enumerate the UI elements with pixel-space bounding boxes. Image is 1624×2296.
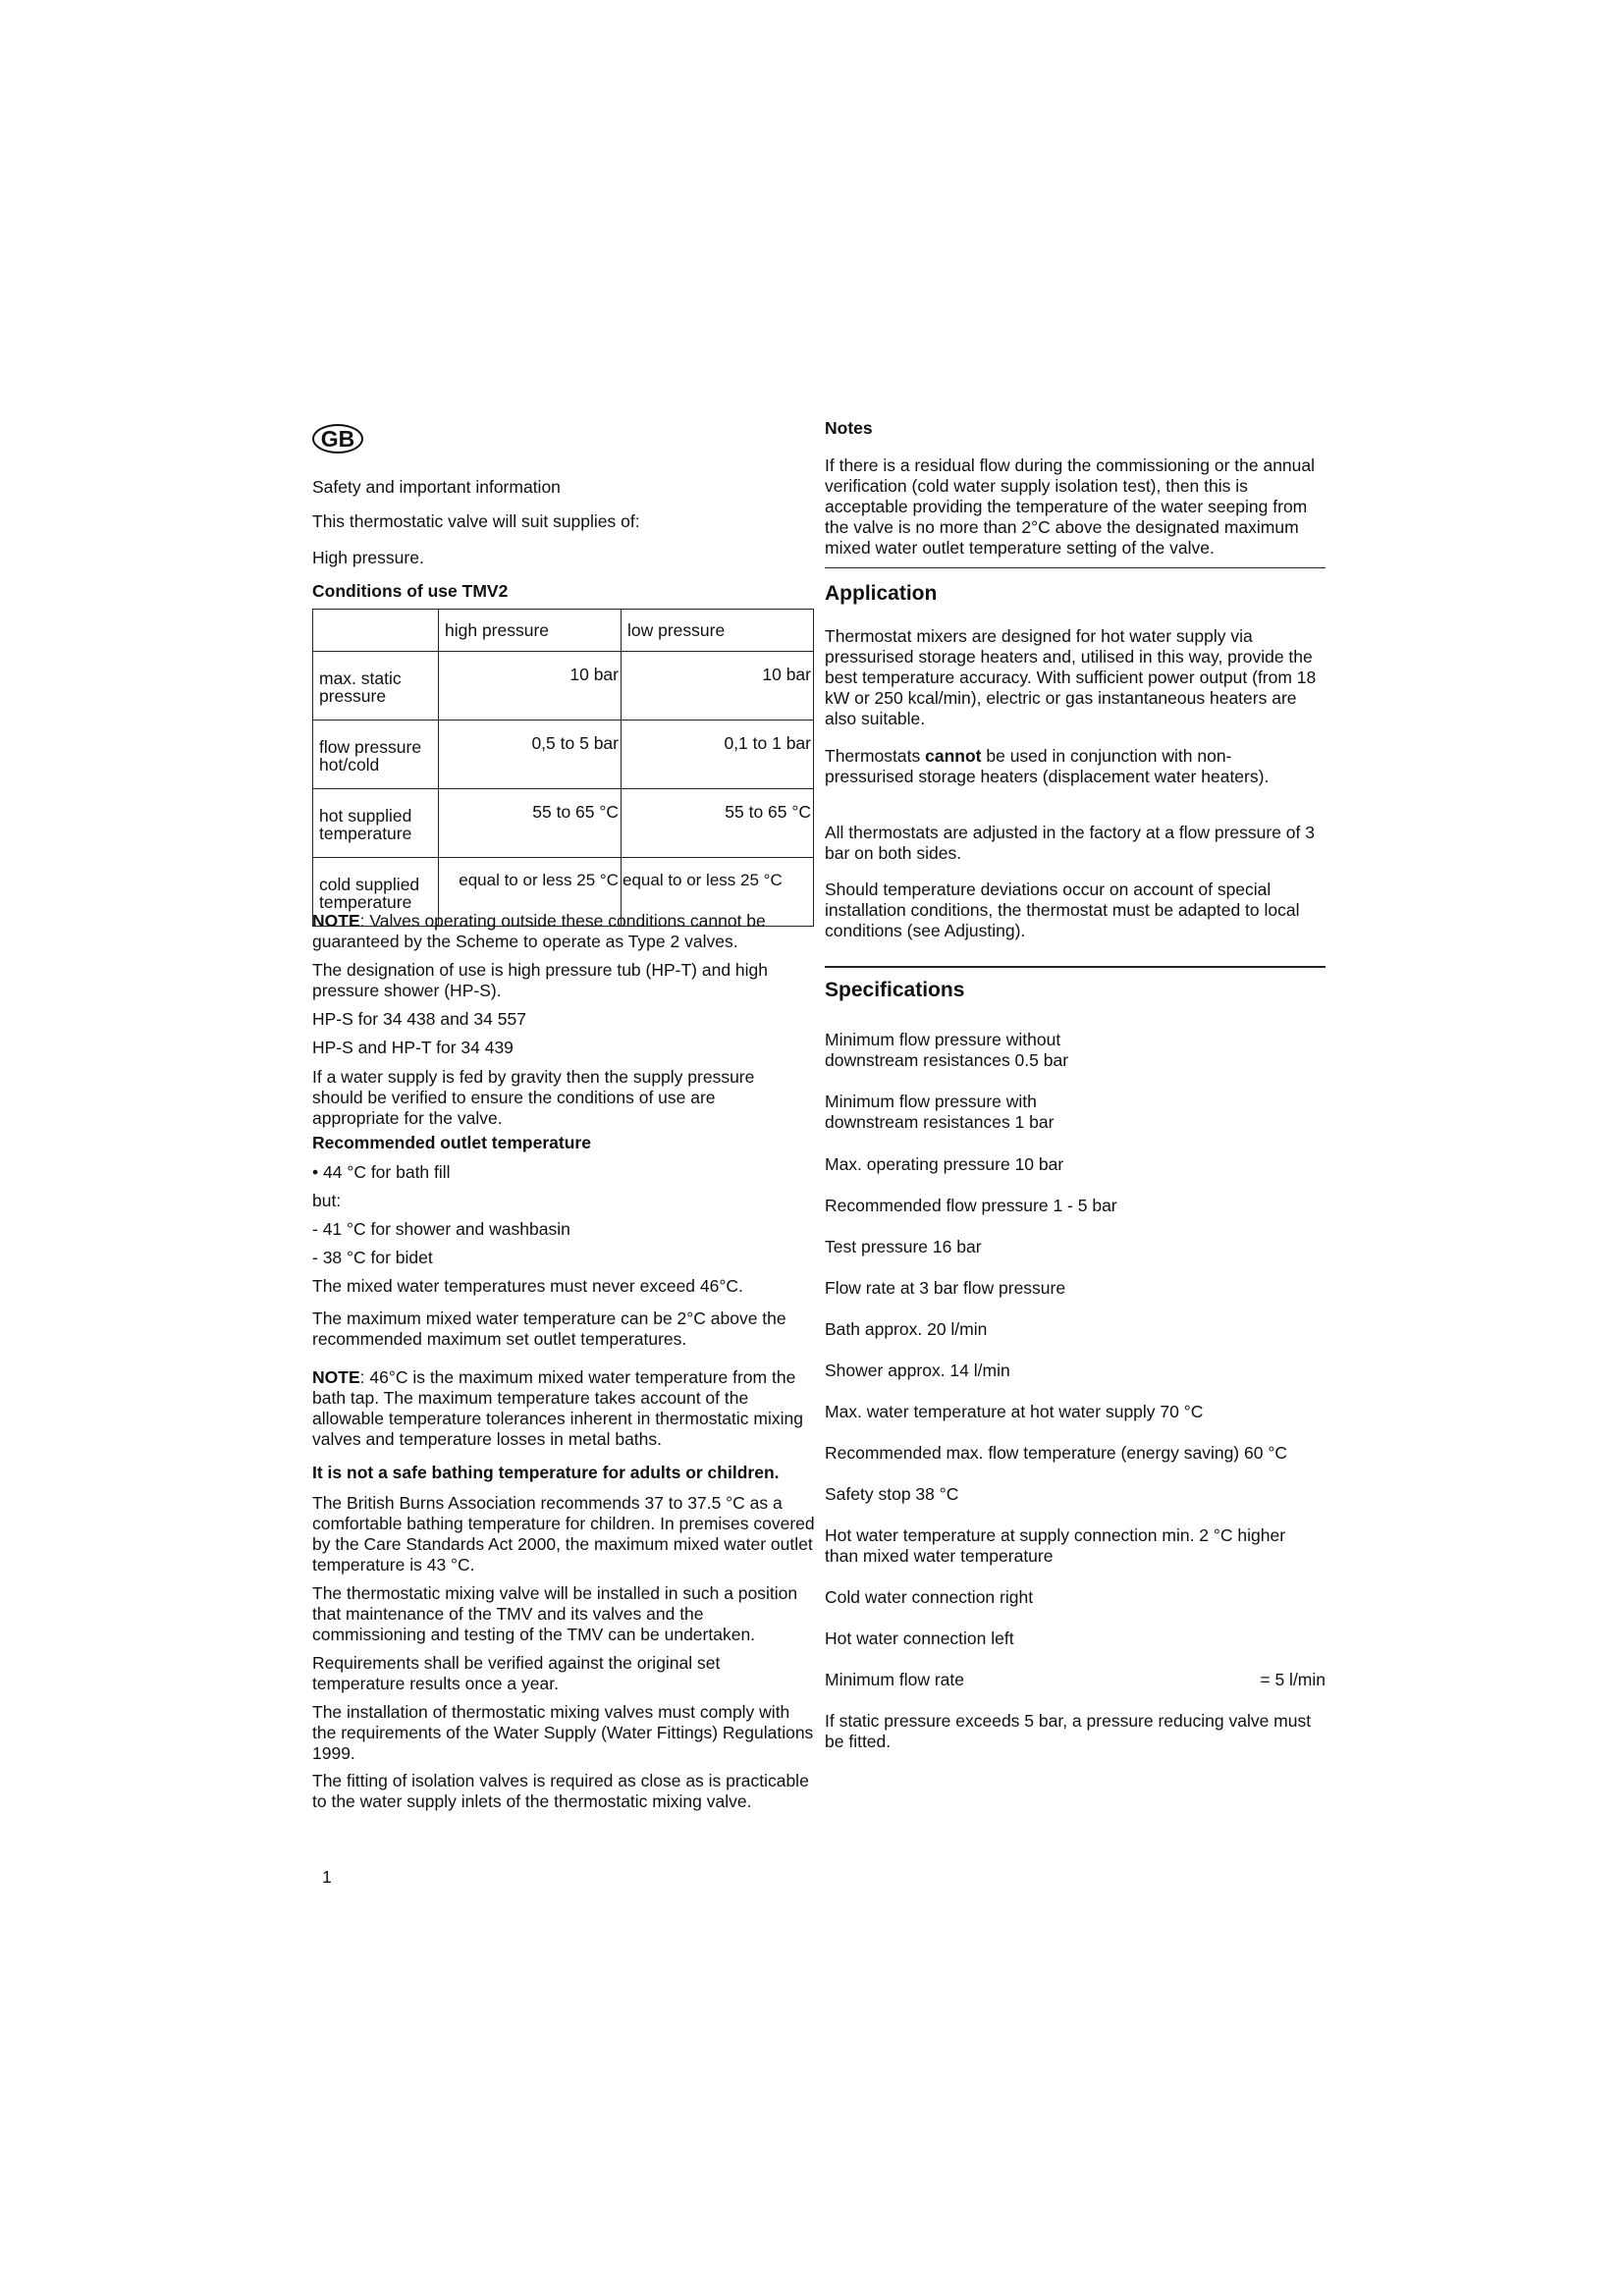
high-pressure-text: High pressure. [312, 548, 424, 567]
application-title: Application [825, 582, 938, 605]
suits-text: This thermostatic valve will suit supplies of: [312, 511, 640, 531]
spec-item: Minimum flow pressure without downstream resistances 0.5 bar [825, 1030, 1069, 1070]
app2-pre: Thermostats [825, 746, 926, 766]
spec-item: Test pressure 16 bar [825, 1237, 982, 1256]
spec-item: Max. operating pressure 10 bar [825, 1154, 1064, 1174]
table-row [313, 721, 814, 789]
min-flow-label: Minimum flow rate [825, 1670, 964, 1689]
table-header-cell [313, 610, 439, 652]
bath-fill-text: • 44 °C for bath fill [312, 1162, 451, 1182]
outlet-title: Recommended outlet temperature [312, 1133, 591, 1152]
hpst-text: HP-S and HP-T for 34 439 [312, 1038, 514, 1057]
spec-item: Hot water connection left [825, 1629, 1014, 1648]
table-row [313, 652, 814, 721]
table-header-cell: low pressure [622, 610, 814, 652]
conditions-title: Conditions of use TMV2 [312, 581, 509, 601]
requirements-text: Requirements shall be verified against the original set temperature results once a year. [312, 1653, 721, 1693]
note-text: : 46°C is the maximum mixed water temperature from the bath tap. The maximum temperature takes account of the allowable temperature tolerances inherent in thermostatic mixing valves and temperature losses in metal baths. [312, 1367, 803, 1449]
app2-bold: cannot [925, 746, 982, 766]
spec-item: Safety stop 38 °C [825, 1484, 959, 1504]
never-exceed-text: The mixed water temperatures must never exceed 46°C. [312, 1276, 743, 1296]
row-label: hot supplied temperature [313, 789, 439, 858]
row-label: cold supplied temperature [313, 858, 439, 927]
installation-text: The installation of thermostatic mixing valves must comply with the requirements of the Water Supply (Water Fittings) Regulations 1999. [312, 1702, 814, 1763]
section-divider [825, 567, 1326, 568]
bidet-text: - 38 °C for bidet [312, 1248, 433, 1267]
section-divider [825, 966, 1326, 968]
spec-item: Recommended max. flow temperature (energy saving) 60 °C [825, 1443, 1287, 1463]
high-pressure-value: equal to or less 25 °C [439, 858, 622, 927]
specifications-title: Specifications [825, 979, 965, 1001]
conditions-table [312, 609, 814, 927]
isolation-text: The fitting of isolation valves is required as close as is practicable to the water supply inlets of the thermostatic mixing valve. [312, 1771, 809, 1811]
low-pressure-value: equal to or less 25 °C [622, 858, 814, 927]
row-label: flow pressure hot/cold [313, 721, 439, 789]
designation-text: The designation of use is high pressure tub (HP-T) and high pressure shower (HP-S). [312, 960, 769, 1000]
gravity-text: If a water supply is fed by gravity then the supply pressure should be verified to ensure the conditions of use are appropriate for the valve. [312, 1067, 755, 1128]
row-label: max. static pressure [313, 652, 439, 721]
application-paragraph: Should temperature deviations occur on account of special installation conditions, the thermostat must be adapted to local conditions (see Adjusting). [825, 880, 1300, 940]
low-pressure-value: 0,1 to 1 bar [622, 721, 814, 789]
spec-item: Cold water connection right [825, 1587, 1034, 1607]
page-number: 1 [322, 1867, 332, 1887]
table-header-cell: high pressure [439, 610, 622, 652]
static-pressure-note: If static pressure exceeds 5 bar, a pressure reducing valve must be fitted. [825, 1711, 1312, 1751]
high-pressure-value: 0,5 to 5 bar [439, 721, 622, 789]
spec-item: Flow rate at 3 bar flow pressure [825, 1278, 1066, 1298]
application-paragraph: Thermostat mixers are designed for hot water supply via pressurised storage heaters and, utilised in this way, provide the best temperature accuracy. With sufficient power output (from 18 kW or 250 kcal/min), electric or gas instantaneous heaters are also suitable. [825, 626, 1317, 728]
installed-text: The thermostatic mixing valve will be installed in such a position that maintenance of the TMV and its valves and the commissioning and testing of the TMV can be undertaken. [312, 1583, 798, 1644]
gb-country-badge: GB [312, 424, 363, 454]
notes-text: If there is a residual flow during the commissioning or the annual verification (cold water supply isolation test), then this is acceptable providing the temperature of the water seeping from the valve is no more than 2°C above the designated maximum mixed water outlet temperature setting of the valve. [825, 455, 1316, 558]
hps-text: HP-S for 34 438 and 34 557 [312, 1009, 526, 1029]
low-pressure-value: 10 bar [622, 652, 814, 721]
min-flow-row [825, 1670, 1326, 1690]
table-header-row [313, 610, 814, 652]
spec-item: Max. water temperature at hot water supply 70 °C [825, 1402, 1204, 1421]
application-paragraph: All thermostats are adjusted in the factory at a flow pressure of 3 bar on both sides. [825, 823, 1315, 863]
application-paragraph [825, 746, 1316, 787]
note-46 [312, 1367, 817, 1450]
spec-item: Bath approx. 20 l/min [825, 1319, 988, 1339]
high-pressure-value: 55 to 65 °C [439, 789, 622, 858]
burns-text: The British Burns Association recommends 37 to 37.5 °C as a comfortable bathing temperature for children. In premises covered by the Care Standards Act 2000, the maximum mixed water outlet temperature is 43 °C. [312, 1493, 815, 1575]
table-row [313, 789, 814, 858]
but-text: but: [312, 1191, 342, 1210]
note-valves [312, 911, 815, 952]
shower-text: - 41 °C for shower and washbasin [312, 1219, 570, 1239]
note-text: : Valves operating outside these conditions cannot be guaranteed by the Scheme to operate as Type 2 valves. [312, 911, 766, 951]
app2-post: be used in conjunction with non-pressurised storage heaters (displacement water heaters). [825, 746, 1270, 786]
high-pressure-value: 10 bar [439, 652, 622, 721]
spec-item: Minimum flow pressure with downstream resistances 1 bar [825, 1092, 1055, 1132]
note-label: NOTE [312, 911, 360, 931]
note-label: NOTE [312, 1367, 360, 1387]
spec-item: Recommended flow pressure 1 - 5 bar [825, 1196, 1117, 1215]
safety-title: Safety and important information [312, 477, 561, 497]
min-flow-value: = 5 l/min [1260, 1670, 1326, 1689]
spec-item: Hot water temperature at supply connection min. 2 °C higher than mixed water temperature [825, 1525, 1286, 1566]
max-mixed-text: The maximum mixed water temperature can be 2°C above the recommended maximum set outlet temperatures. [312, 1308, 786, 1349]
not-safe-text: It is not a safe bathing temperature for adults or children. [312, 1463, 780, 1482]
notes-title: Notes [825, 418, 873, 438]
spec-item: Shower approx. 14 l/min [825, 1361, 1010, 1380]
low-pressure-value: 55 to 65 °C [622, 789, 814, 858]
